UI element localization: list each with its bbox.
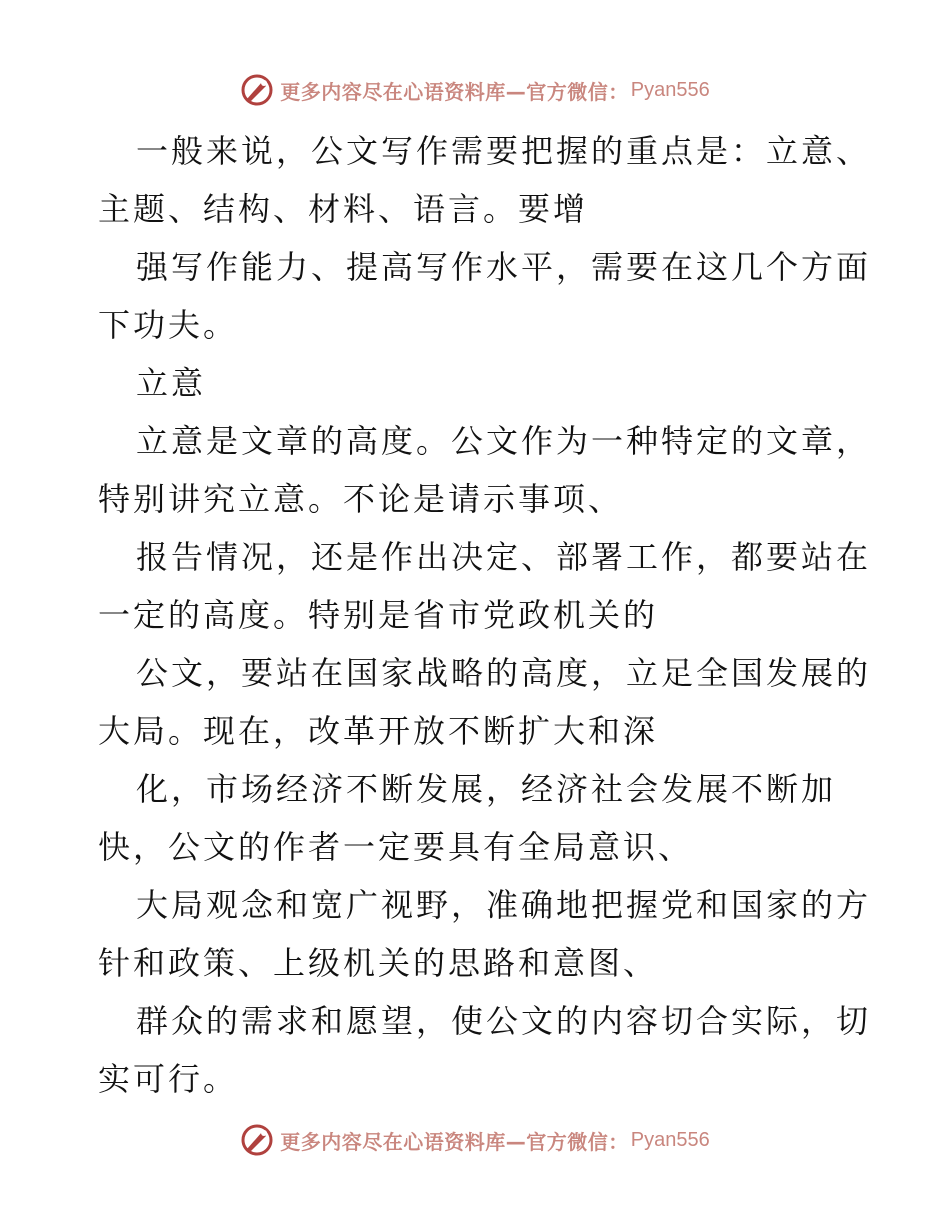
text-line: 一般来说，公文写作需要把握的重点是：立意、: [136, 132, 872, 170]
text-line: 群众的需求和愿望，使公文的内容切合实际，切: [136, 1002, 872, 1040]
watermark-text: 更多内容尽在心语资料库—官方微信：: [280, 79, 629, 104]
pen-logo-icon: [240, 73, 274, 107]
watermark-code: Pyan556: [630, 1128, 710, 1151]
text-line: 立意: [136, 364, 207, 402]
text-line: 强写作能力、提高写作水平，需要在这几个方面: [136, 248, 872, 286]
text-line: 大局。现在，改革开放不断扩大和深: [98, 712, 659, 750]
text-line: 立意是文章的高度。公文作为一种特定的文章，: [136, 422, 872, 460]
pen-logo-icon: [240, 1123, 274, 1157]
text-line: 实可行。: [98, 1060, 239, 1098]
watermark-code: Pyan556: [630, 78, 710, 101]
text-line: 报告情况，还是作出决定、部署工作，都要站在: [136, 538, 872, 576]
text-line: 大局观念和宽广视野，准确地把握党和国家的方: [136, 886, 872, 924]
header-watermark: [0, 70, 950, 110]
text-line: 针和政策、上级机关的思路和意图、: [98, 944, 659, 982]
text-line: 主题、结构、材料、语言。要增: [98, 190, 589, 228]
text-line: 特别讲究立意。不论是请示事项、: [98, 480, 624, 518]
text-line: 化，市场经济不断发展，经济社会发展不断加: [136, 770, 837, 808]
footer-watermark: [0, 1120, 950, 1160]
text-line: 快，公文的作者一定要具有全局意识、: [98, 828, 694, 866]
document-body: [98, 122, 872, 1108]
watermark-text: 更多内容尽在心语资料库—官方微信：: [280, 1129, 629, 1154]
text-line: 公文，要站在国家战略的高度，立足全国发展的: [136, 654, 872, 692]
text-line: 一定的高度。特别是省市党政机关的: [98, 596, 659, 634]
text-line: 下功夫。: [98, 306, 239, 344]
